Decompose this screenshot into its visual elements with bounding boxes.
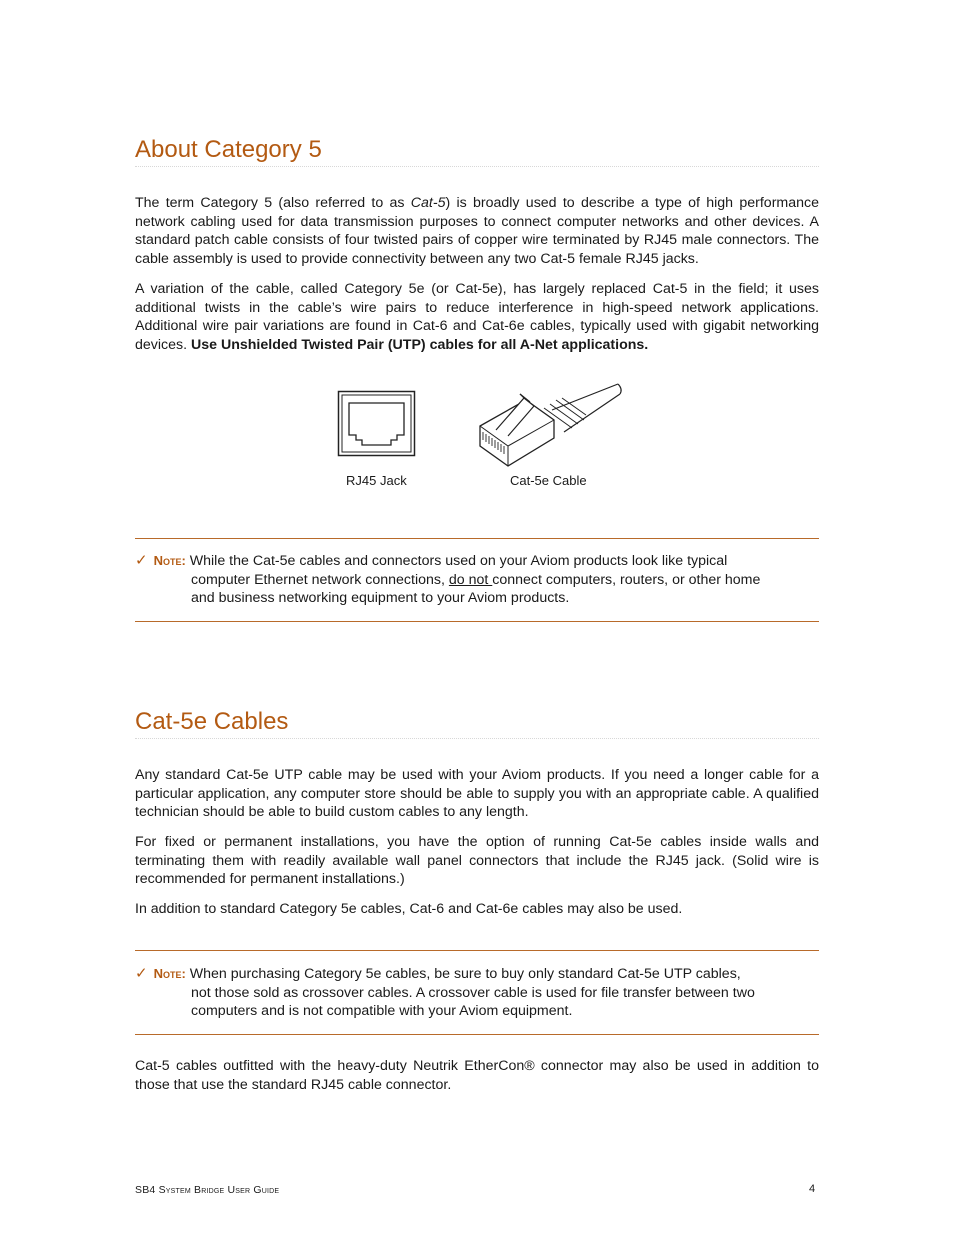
note-box-ethernet-warning [135, 538, 819, 622]
section-heading-cat-5e-cables: Cat-5e Cables [135, 708, 819, 739]
note-label: Note: [153, 966, 186, 981]
note-text: While the Cat-5e cables and connectors used on your Aviom products look like typical [185, 553, 728, 569]
footer-document-title: SB4 System Bridge User Guide [135, 1184, 280, 1196]
paragraph-text: The term Category 5 (also referred to as [135, 195, 411, 211]
paragraph-category-5-intro [135, 194, 819, 269]
cat5e-cable-caption: Cat-5e Cable [510, 473, 587, 488]
section-heading-about-category-5: About Category 5 [135, 136, 819, 167]
paragraph-cat-5e-variation [135, 280, 819, 355]
paragraph-ethercon: Cat-5 cables outfitted with the heavy-duty Neutrik EtherCon® connector may also be used in addition to those that use the standard RJ45 cable connector. [135, 1058, 819, 1093]
paragraph-permanent-installations: For fixed or permanent installations, you have the option of running Cat-5e cables inside walls and terminating them with readily available wall panel connectors that include the RJ45 jack. (Solid wire is recommended for permanent installations.) [135, 834, 819, 888]
note-line: not those sold as crossover cables. A crossover cable is used for file transfer between two [191, 984, 755, 1001]
paragraph-text: ) is broadly used to describe a type of high performance network cabling used for data transmission purposes to connect computer networks and other devices. A standard patch cable consists of four twisted pairs of copper wire terminated by RJ45 male connectors. The cable assembly is used to provide connectivity between any two Cat-5 female RJ45 jacks. [135, 195, 819, 268]
note-line: and business networking equipment to your Aviom products. [191, 590, 570, 607]
footer-page-number: 4 [809, 1183, 816, 1195]
note-box-crossover-warning [135, 950, 819, 1035]
note-label: Note: [153, 553, 186, 568]
checkmark-icon: ✓ [135, 965, 148, 982]
rj45-jack-illustration [337, 390, 417, 458]
note-line [135, 552, 799, 571]
note-underlined-text: do not [448, 571, 493, 588]
paragraph-text: A variation of the cable, called Category 5e (or Cat-5e), has largely replaced Cat-5 in the field; it uses additional twists in the cable’s wire pairs to reduce interference in high-speed network applications. Additional wire pair variations are found in Cat-6 and Cat-6e cables, typically used with gigabit networking devices. [135, 281, 819, 354]
checkmark-icon: ✓ [135, 552, 148, 569]
bold-utp-instruction: Use Unshielded Twisted Pair (UTP) cables for all A-Net applications. [191, 337, 649, 354]
paragraph-cat-6: In addition to standard Category 5e cables, Cat-6 and Cat-6e cables may also be used. [135, 901, 683, 917]
note-line [135, 571, 799, 590]
note-text: connect computers, routers, or other home [492, 571, 761, 588]
italic-term: Cat-5 [410, 195, 446, 211]
note-text: computer Ethernet network connections, [191, 571, 449, 588]
rj45-jack-caption: RJ45 Jack [346, 473, 407, 488]
cat5e-cable-illustration [474, 380, 624, 468]
note-line [135, 965, 799, 984]
note-line: computers and is not compatible with your Aviom equipment. [191, 1003, 573, 1020]
note-text: When purchasing Category 5e cables, be sure to buy only standard Cat-5e UTP cables, [185, 966, 741, 982]
paragraph-standard-cables: Any standard Cat-5e UTP cable may be used with your Aviom products. If you need a longer cable for a particular application, any computer store should be able to supply you with an appropriate cable. A qualified technician should be able to build custom cables to any length. [135, 767, 819, 821]
